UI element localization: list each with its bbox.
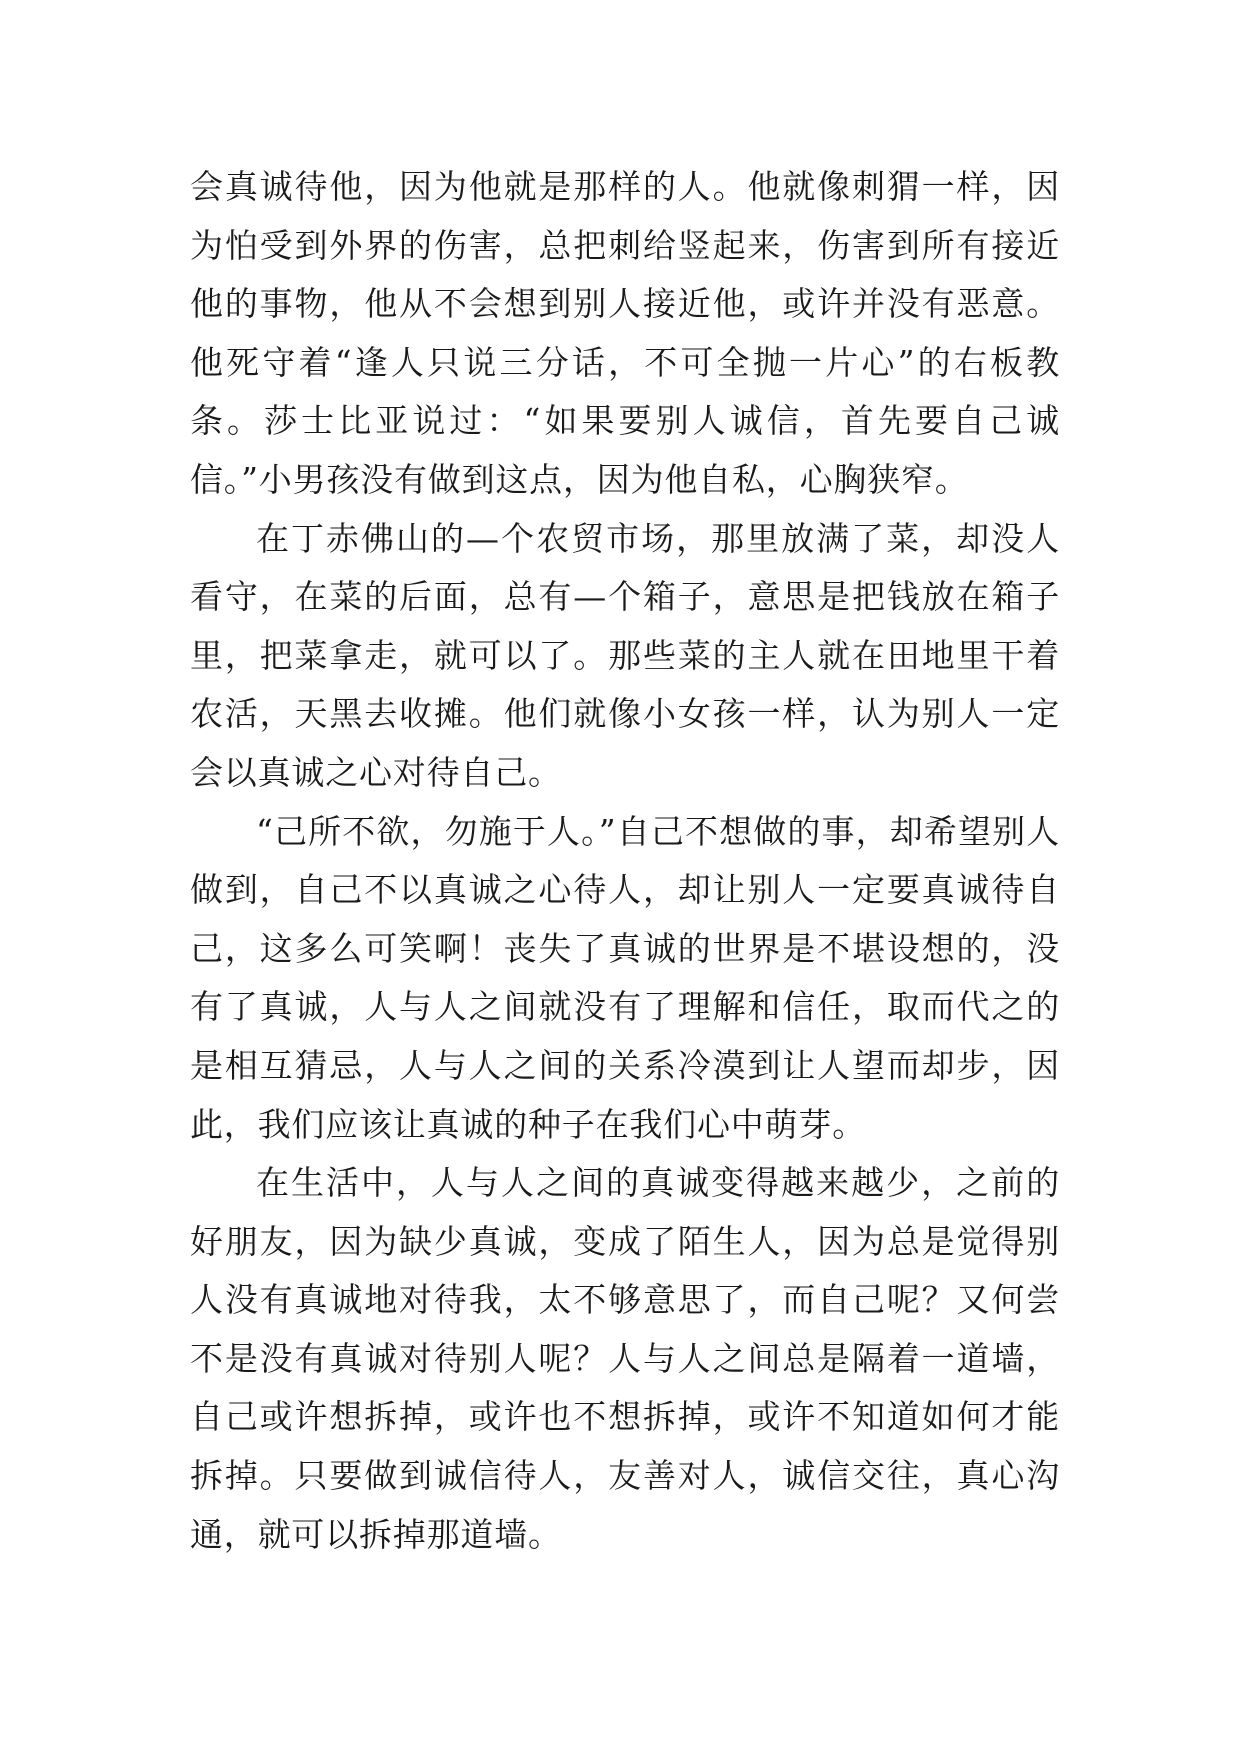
body-text xyxy=(190,158,1060,1564)
paragraph-3: “己所不欲，勿施于人。”自己不想做的事，却希望别人做到，自己不以真诚之心待人，却让别人一定要真诚待自己，这多么可笑啊！丧失了真诚的世界是不堪设想的，没有了真诚，人与人之间就没有了理解和信任，取而代之的是相互猜忌，人与人之间的关系冷漠到让人望而却步，因此，我们应该让真诚的种子在我们心中萌芽。 xyxy=(190,811,1060,1144)
paragraph-4: 在生活中，人与人之间的真诚变得越来越少，之前的好朋友，因为缺少真诚，变成了陌生人，因为总是觉得别人没有真诚地对待我，太不够意思了，而自己呢？又何尝不是没有真诚对待别人呢？人与人之间总是隔着一道墙，自己或许想拆掉，或许也不想拆掉，或许不知道如何才能拆掉。只要做到诚信待人，友善对人，诚信交往，真心沟通，就可以拆掉那道墙。 xyxy=(190,1163,1060,1554)
paragraph-1: 会真诚待他，因为他就是那样的人。他就像刺猬一样，因为怕受到外界的伤害，总把刺给竖起来，伤害到所有接近他的事物，他从不会想到别人接近他，或许并没有恶意。他死守着“逢人只说三分话，不可全抛一片心”的右板教条。莎士比亚说过：“如果要别人诚信，首先要自己诚信。”小男孩没有做到这点，因为他自私，心胸狭窄。 xyxy=(190,167,1060,499)
paragraph-2: 在丁赤佛山的—个农贸市场，那里放满了菜，却没人看守，在菜的后面，总有—个箱子，意思是把钱放在箱子里，把菜拿走，就可以了。那些菜的主人就在田地里干着农活，天黑去收摊。他们就像小女孩一样，认为别人一定会以真诚之心对待自己。 xyxy=(190,518,1060,792)
